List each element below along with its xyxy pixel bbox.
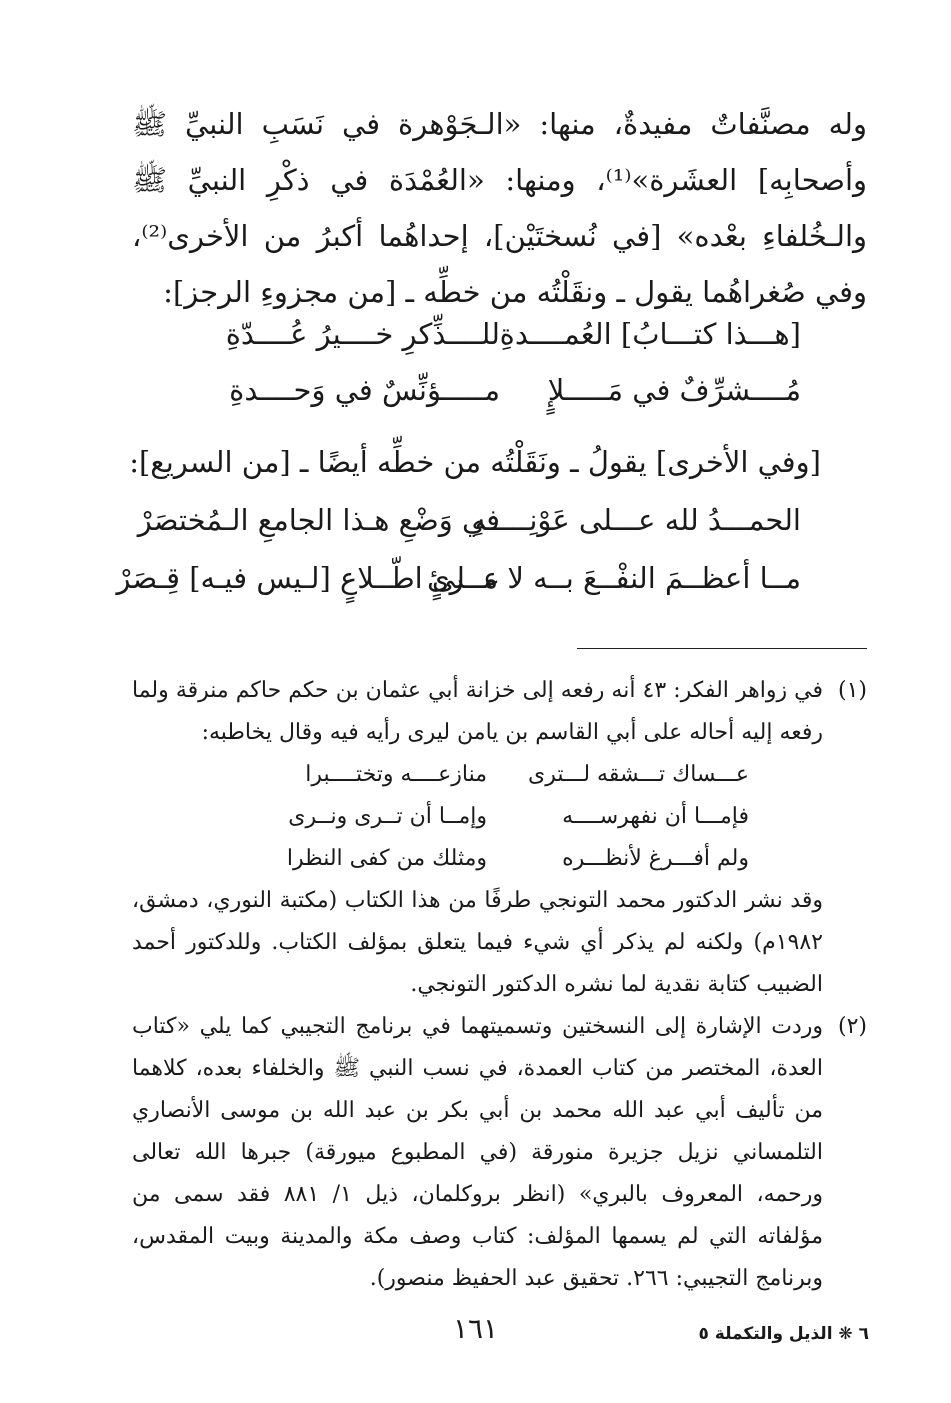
verse-first-hemistich: فإمـــا أن نفهرســــه — [562, 804, 749, 829]
main-paragraph: وله مصنَّفاتٌ مفيدةٌ، منها: «الـجَوْهرة في نَسَبِ النبيِّ ﷺ وأصحابِه] العشَرة»⁽¹⁾، ومنها: «العُمْدَة في ذكْرِ النبيِّ ﷺ والـخُلفاءِ بعْده» [في نُسختَيْن]، إحداهُما أكبرُ من الأخرى⁽²⁾، وفي صُغراهُما يقول ـ ونقَلْتُه من خطِّه ـ [من مجزوءِ الرجز]: — [132, 107, 867, 309]
footnote-text — [132, 670, 867, 754]
footnote-1 — [132, 670, 867, 1006]
verse-second-hemistich: ومثلك من كفى النظرا — [286, 846, 487, 871]
poem-intro-line: [وفي الأخرى] يقولُ ـ ونَقَلْتُه من خطِّه أيضًا ـ [من السريع]: — [129, 445, 821, 479]
footnote-separator — [577, 648, 867, 649]
footnote-number: (٢) — [837, 1014, 867, 1039]
poem-verse — [130, 362, 821, 418]
verse-second-hemistich: مـــــؤنِّسٌ في وَحــــدةِ — [229, 373, 500, 407]
footnote-2 — [132, 1006, 867, 1300]
verse-second-hemistich: في وَضْعِ هـذا الجامعِ الـمُختصَرْ — [137, 503, 500, 537]
footnote-verse — [132, 796, 867, 838]
footnote-text: وردت الإشارة إلى النسختين وتسميتهما في برنامج التجيبي كما يلي «كتاب العدة، المختصر من كتاب العمدة، في نسب النبي ﷺ والخلفاء بعده، كلاهما من تأليف أبي عبد الله محمد بن أبي بكر بن عبد الله بن موسى الأنصاري التلمساني نزيل جزيرة منورقة (في المطبوع ميورقة) جبرها الله تعالى ورحمه، المعروف بالبري» (انظر بروكلمان، ذيل ١/ ٨٨١ فقد سمى من مؤلفاته التي لم يسمها المؤلف: كتاب وصف مكة والمدينة وبيت المقدس، وبرنامج التجيبي: ٢٦٦. تحقيق عبد الحفيظ منصور). — [132, 1014, 823, 1291]
page-number: ١٦١ — [452, 1312, 499, 1345]
verse-second-hemistich: للــــذِّكرِ خــــيرُ عُــــدّةِ — [225, 317, 500, 351]
verse-second-hemistich: وإمــا أن تــرى ونــرى — [288, 804, 487, 829]
verse-first-hemistich: عـــساك تـــشقه لـــترى — [528, 762, 749, 787]
poem-verse — [116, 550, 821, 606]
footnote-number: (١) — [837, 678, 867, 703]
footnotes — [132, 670, 867, 1300]
footnote-text-line: على أبي القاسم بن يامن ليرى رأيه فيه وقال يخاطبه: — [201, 720, 683, 745]
main-text — [132, 96, 867, 320]
verse-first-hemistich: مُــــشرِّفٌ في مَـــــلإٍ — [547, 373, 801, 407]
verse-first-hemistich: ولم أفـــرغ لأنظـــره — [562, 846, 749, 871]
poem-verse — [130, 306, 821, 362]
footnote-verse — [132, 754, 867, 796]
running-footer: ٦ ❋ الذيل والتكملة ٥ — [698, 1324, 869, 1344]
verse-second-hemistich: منازعــــه وتختــــبرا — [305, 762, 487, 787]
verse-first-hemistich: الحمـــدُ لله عـــلى عَوْنِـــــهِ — [471, 503, 801, 537]
verse-second-hemistich: عــلى اطّــلاعٍ [لـيس فيـه] قِـصَرْ — [116, 561, 500, 595]
poem-verse — [130, 492, 821, 548]
verse-first-hemistich: مــا أعظــمَ النفْــعَ بــه لا مــرئٍ — [426, 561, 801, 595]
verse-first-hemistich: [هـــذا كتـــابُ] العُمــــدةِ — [499, 317, 801, 351]
footnote-verse — [132, 838, 867, 880]
footnote-poem — [132, 754, 867, 880]
footnote-text: وقد نشر الدكتور محمد التونجي طرفًا من هذا الكتاب (مكتبة النوري، دمشق، ١٩٨٢م) ولكنه لم يذكر أي شيء فيما يتعلق بمؤلف الكتاب. وللدكتور أحمد الضبيب كتابة نقدية لما نشره الدكتور التونجي. — [132, 888, 823, 997]
footnote-text-line: في زواهر الفكر: ٤٣ أنه رفعه إلى خزانة أبي عثمان بن حكم حاكم منرقة ولما رفعه إليه أحاله — [132, 678, 823, 745]
